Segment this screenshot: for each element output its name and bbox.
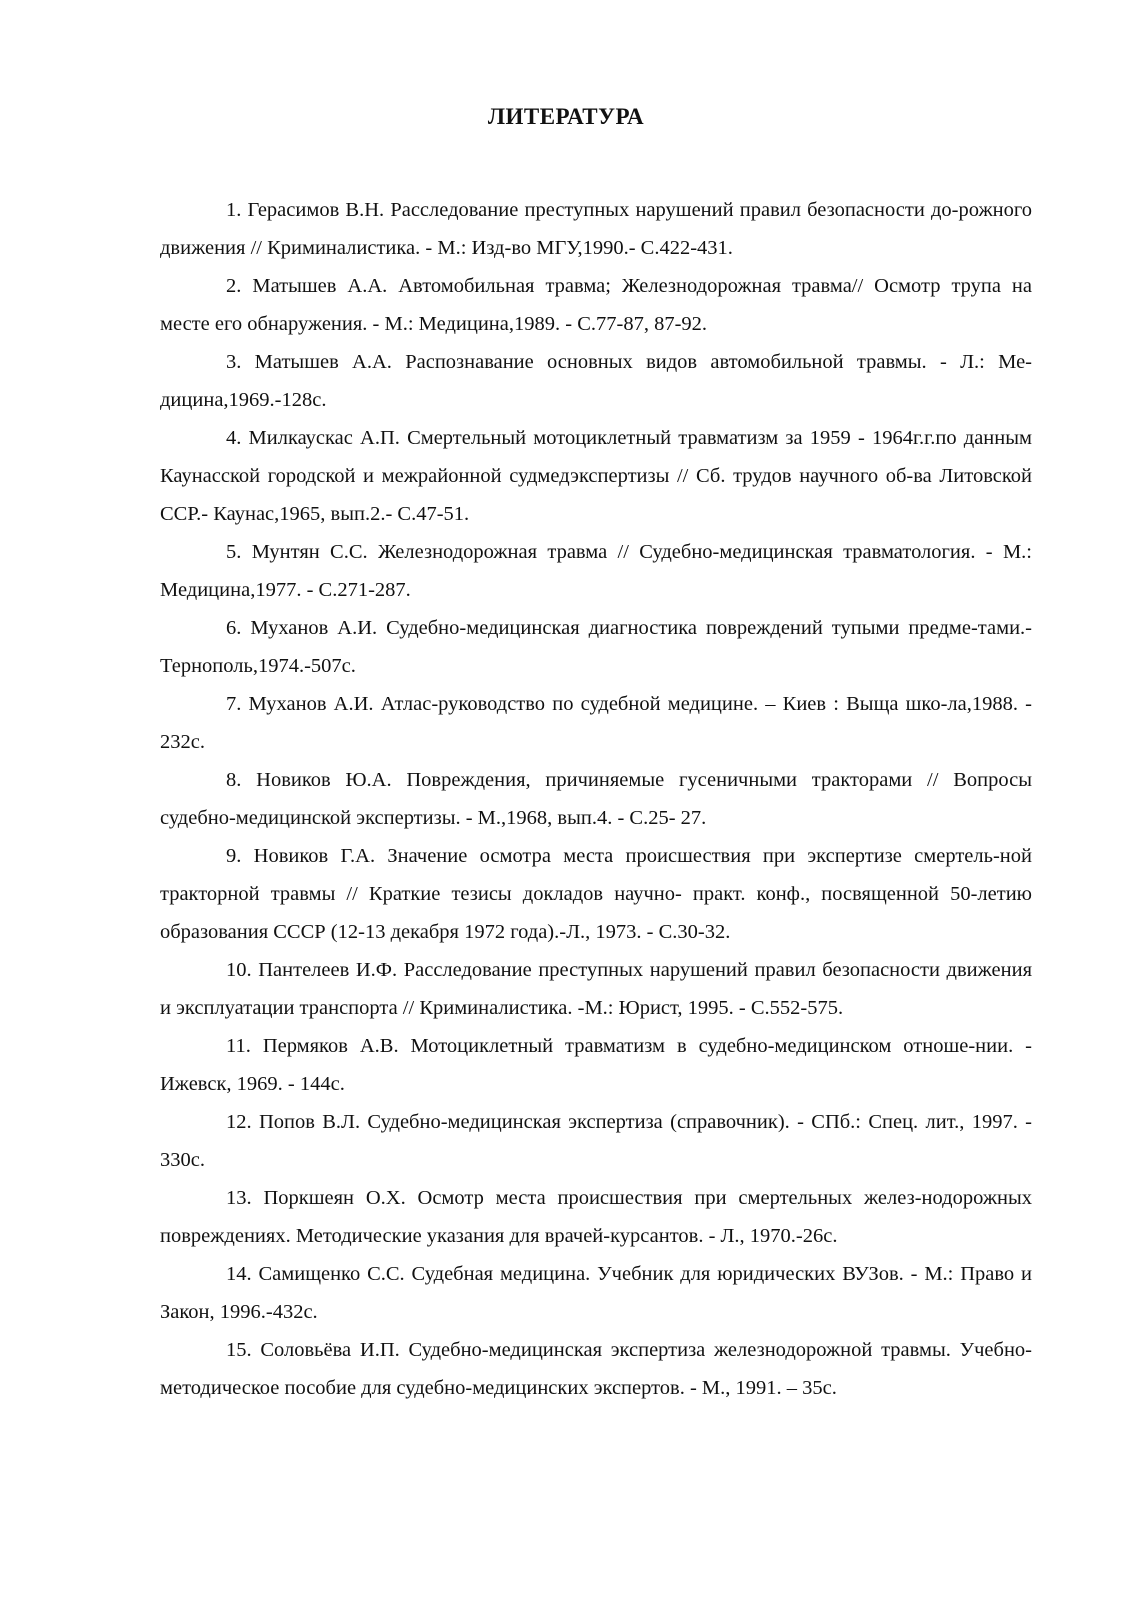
reference-item: 15. Соловьёва И.П. Судебно-медицинская экспертиза железнодорожной травмы. Учебно-методическое пособие для судебно-медицинских экспертов. - М., 1991. – 35с. <box>160 1339 1032 1399</box>
reference-item: 9. Новиков Г.А. Значение осмотра места происшествия при экспертизе смертель-ной тракторной травмы // Краткие тезисы докладов научно- практ. конф., посвященной 50-летию образования СССР (12-13 декабря 1972 года).-Л., 1973. - С.30-32. <box>160 845 1032 943</box>
reference-item: 4. Милкаускас А.П. Смертельный мотоциклетный травматизм за 1959 - 1964г.г.по данным Каунасской городской и межрайонной судмедэкспертизы // Сб. трудов научного об-ва Литовской ССР.- Каунас,1965, вып.2.- С.47-51. <box>160 427 1032 525</box>
reference-list <box>160 191 1032 1407</box>
reference-item: 5. Мунтян С.С. Железнодорожная травма // Судебно-медицинская травматология. - М.: Медицина,1977. - С.271-287. <box>160 541 1032 601</box>
reference-item: 13. Поркшеян О.Х. Осмотр места происшествия при смертельных желез-нодорожных повреждениях. Методические указания для врачей-курсантов. - Л., 1970.-26с. <box>160 1187 1032 1247</box>
reference-item: 10. Пантелеев И.Ф. Расследование преступных нарушений правил безопасности движения и эксплуатации транспорта // Криминалистика. -М.: Юрист, 1995. - С.552-575. <box>160 959 1032 1019</box>
reference-item: 7. Муханов А.И. Атлас-руководство по судебной медицине. – Киев : Выща шко-ла,1988. - 232с. <box>160 693 1032 753</box>
reference-item: 11. Пермяков А.В. Мотоциклетный травматизм в судебно-медицинском отноше-нии. - Ижевск, 1969. - 144с. <box>160 1035 1032 1095</box>
reference-item: 6. Муханов А.И. Судебно-медицинская диагностика повреждений тупыми предме-тами.-Тернополь,1974.-507с. <box>160 617 1032 677</box>
reference-item: 3. Матышев А.А. Распознавание основных видов автомобильной травмы. - Л.: Ме-дицина,1969.-128с. <box>160 351 1032 411</box>
reference-item: 14. Самищенко С.С. Судебная медицина. Учебник для юридических ВУЗов. - М.: Право и Закон, 1996.-432с. <box>160 1263 1032 1323</box>
page-title: ЛИТЕРАТУРА <box>487 104 645 129</box>
reference-item: 1. Герасимов В.Н. Расследование преступных нарушений правил безопасности до-рожного движения // Криминалистика. - М.: Изд-во МГУ,1990.- С.422-431. <box>160 199 1032 259</box>
reference-item: 12. Попов В.Л. Судебно-медицинская экспертиза (справочник). - СПб.: Спец. лит., 1997. - 330с. <box>160 1111 1032 1171</box>
reference-item: 2. Матышев А.А. Автомобильная травма; Железнодорожная травма// Осмотр трупа на месте его обнаружения. - М.: Медицина,1989. - С.77-87, 87-92. <box>160 275 1032 335</box>
reference-item: 8. Новиков Ю.А. Повреждения, причиняемые гусеничными тракторами // Вопросы судебно-медицинской экспертизы. - М.,1968, вып.4. - С.25- 27. <box>160 769 1032 829</box>
